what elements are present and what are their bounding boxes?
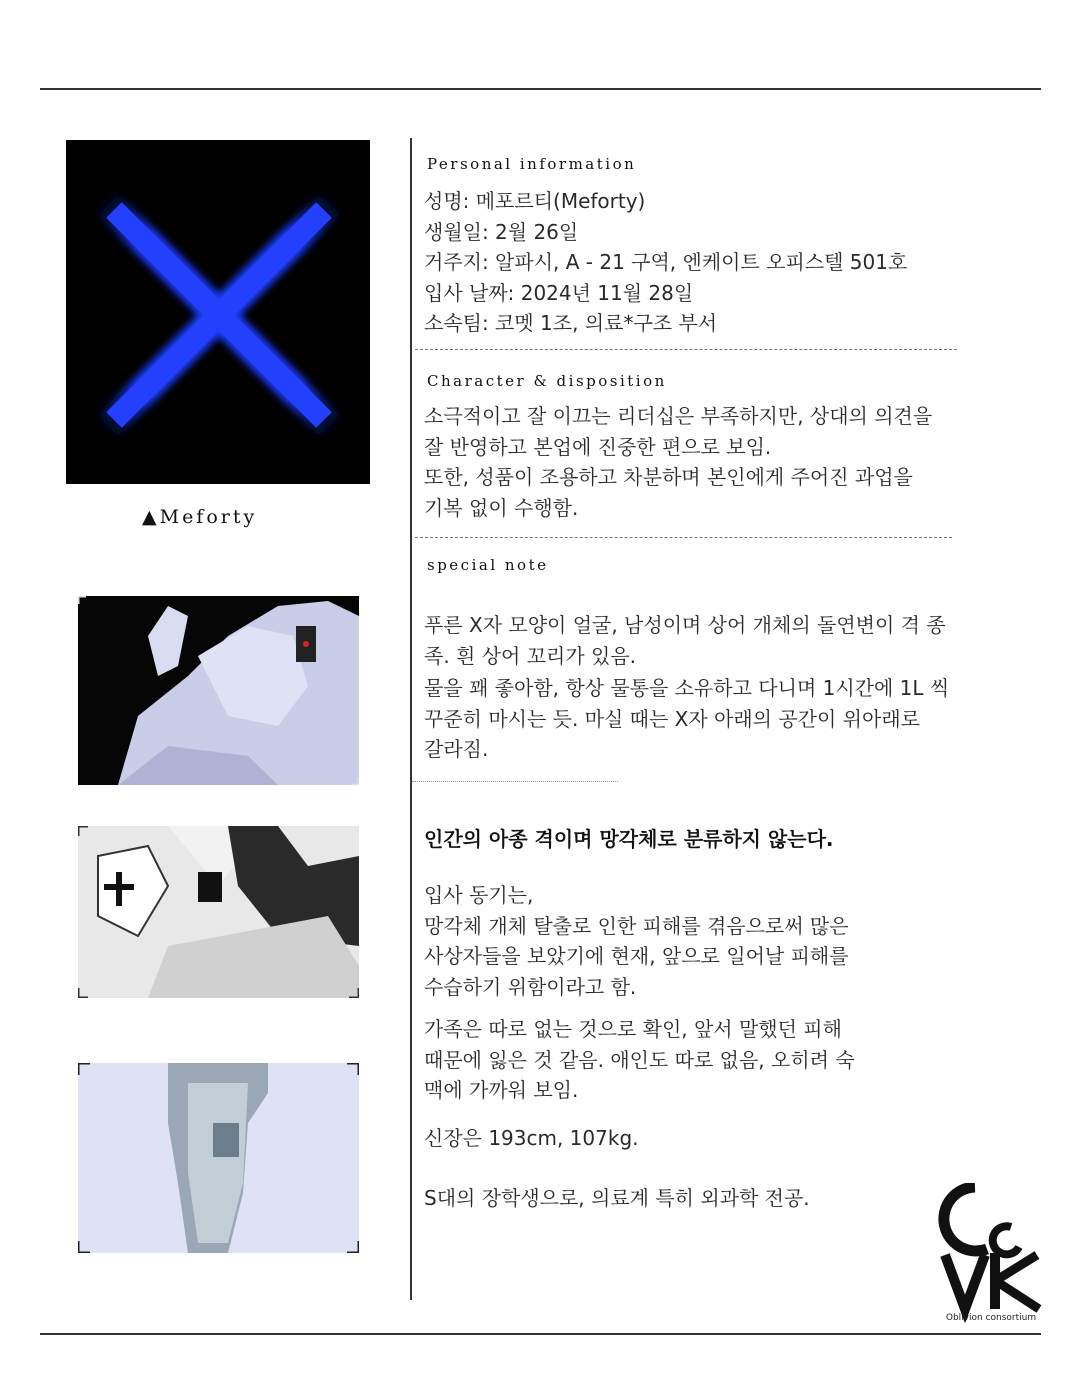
divider-dotted — [412, 781, 618, 782]
character-line: 또한, 성품이 조용하고 차분하며 본인에게 주어진 과업을 — [424, 465, 913, 489]
illustration-drinking — [78, 596, 359, 785]
portrait-image — [66, 140, 370, 484]
logo-subtitle: Oblivion consortium — [945, 1313, 1037, 1323]
height-weight-line: 신장은 193cm, 107kg. — [424, 1126, 639, 1150]
character-block — [424, 401, 984, 523]
motive-block — [424, 880, 984, 1002]
family-line: 가족은 따로 없는 것으로 확인, 앞서 말했던 피해 — [424, 1017, 842, 1041]
special-line: 갈라짐. — [424, 737, 489, 761]
family-line: 맥에 가까워 보임. — [424, 1078, 579, 1102]
family-block — [424, 1014, 984, 1106]
team-line: 소속팀: 코멧 1조, 의료*구조 부서 — [424, 311, 718, 335]
motive-line: 수습하기 위함이라고 함. — [424, 974, 637, 999]
name-line: 성명: 메포르티(Meforty) — [424, 189, 646, 213]
personal-info-title: Personal information — [427, 155, 637, 173]
character-line: 잘 반영하고 본업에 진중한 편으로 보임. — [424, 434, 772, 459]
motive-line: 사상자들을 보았기에 현재, 앞으로 일어날 피해를 — [424, 944, 849, 968]
special-line: 푸른 X자 모양이 얼굴, 남성이며 상어 개체의 돌연변이 격 종 — [424, 613, 946, 637]
bottom-rule — [40, 1333, 1041, 1335]
character-line: 기복 없이 수행함. — [424, 495, 579, 520]
blue-x-icon — [66, 140, 370, 484]
education-line: S대의 장학생으로, 의료계 특히 외과학 전공. — [424, 1186, 810, 1210]
motive-line: 입사 동기는, — [424, 883, 534, 907]
portrait-caption: ▲Meforty — [142, 506, 258, 528]
top-rule — [40, 88, 1041, 90]
divider-dashed — [415, 537, 952, 538]
classification-headline: 인간의 아종 격이며 망각체로 분류하지 않는다. — [424, 827, 834, 851]
family-line: 때문에 잃은 것 같음. 애인도 따로 없음, 오히려 숙 — [424, 1047, 855, 1072]
special-note-para1 — [424, 610, 984, 671]
birthday-line: 생월일: 2월 26일 — [424, 219, 579, 244]
illustration-legs — [78, 1063, 359, 1253]
personal-info-block — [424, 186, 984, 339]
character-title: Character & disposition — [427, 372, 667, 390]
special-line: 물을 꽤 좋아함, 항상 물통을 소유하고 다니며 1시간에 1L 씩 — [424, 676, 950, 700]
illustration-medic-cross — [78, 826, 359, 998]
special-note-title: special note — [427, 556, 549, 574]
residence-line: 거주지: 알파시, A - 21 구역, 엔케이트 오피스텔 501호 — [424, 250, 908, 274]
ocvk-logo-icon — [937, 1183, 1045, 1323]
divider-dashed — [415, 349, 957, 350]
special-line: 족. 흰 상어 꼬리가 있음. — [424, 643, 637, 668]
oblivion-consortium-logo — [937, 1183, 1045, 1323]
column-divider — [410, 138, 412, 1300]
motive-line: 망각체 개체 탈출로 인한 피해를 겪음으로써 많은 — [424, 913, 849, 938]
special-line: 꾸준히 마시는 듯. 마실 때는 X자 아래의 공간이 위아래로 — [424, 706, 920, 731]
character-line: 소극적이고 잘 이끄는 리더십은 부족하지만, 상대의 의견을 — [424, 404, 933, 428]
join-date-line: 입사 날짜: 2024년 11월 28일 — [424, 280, 694, 305]
special-note-para2 — [424, 673, 984, 765]
